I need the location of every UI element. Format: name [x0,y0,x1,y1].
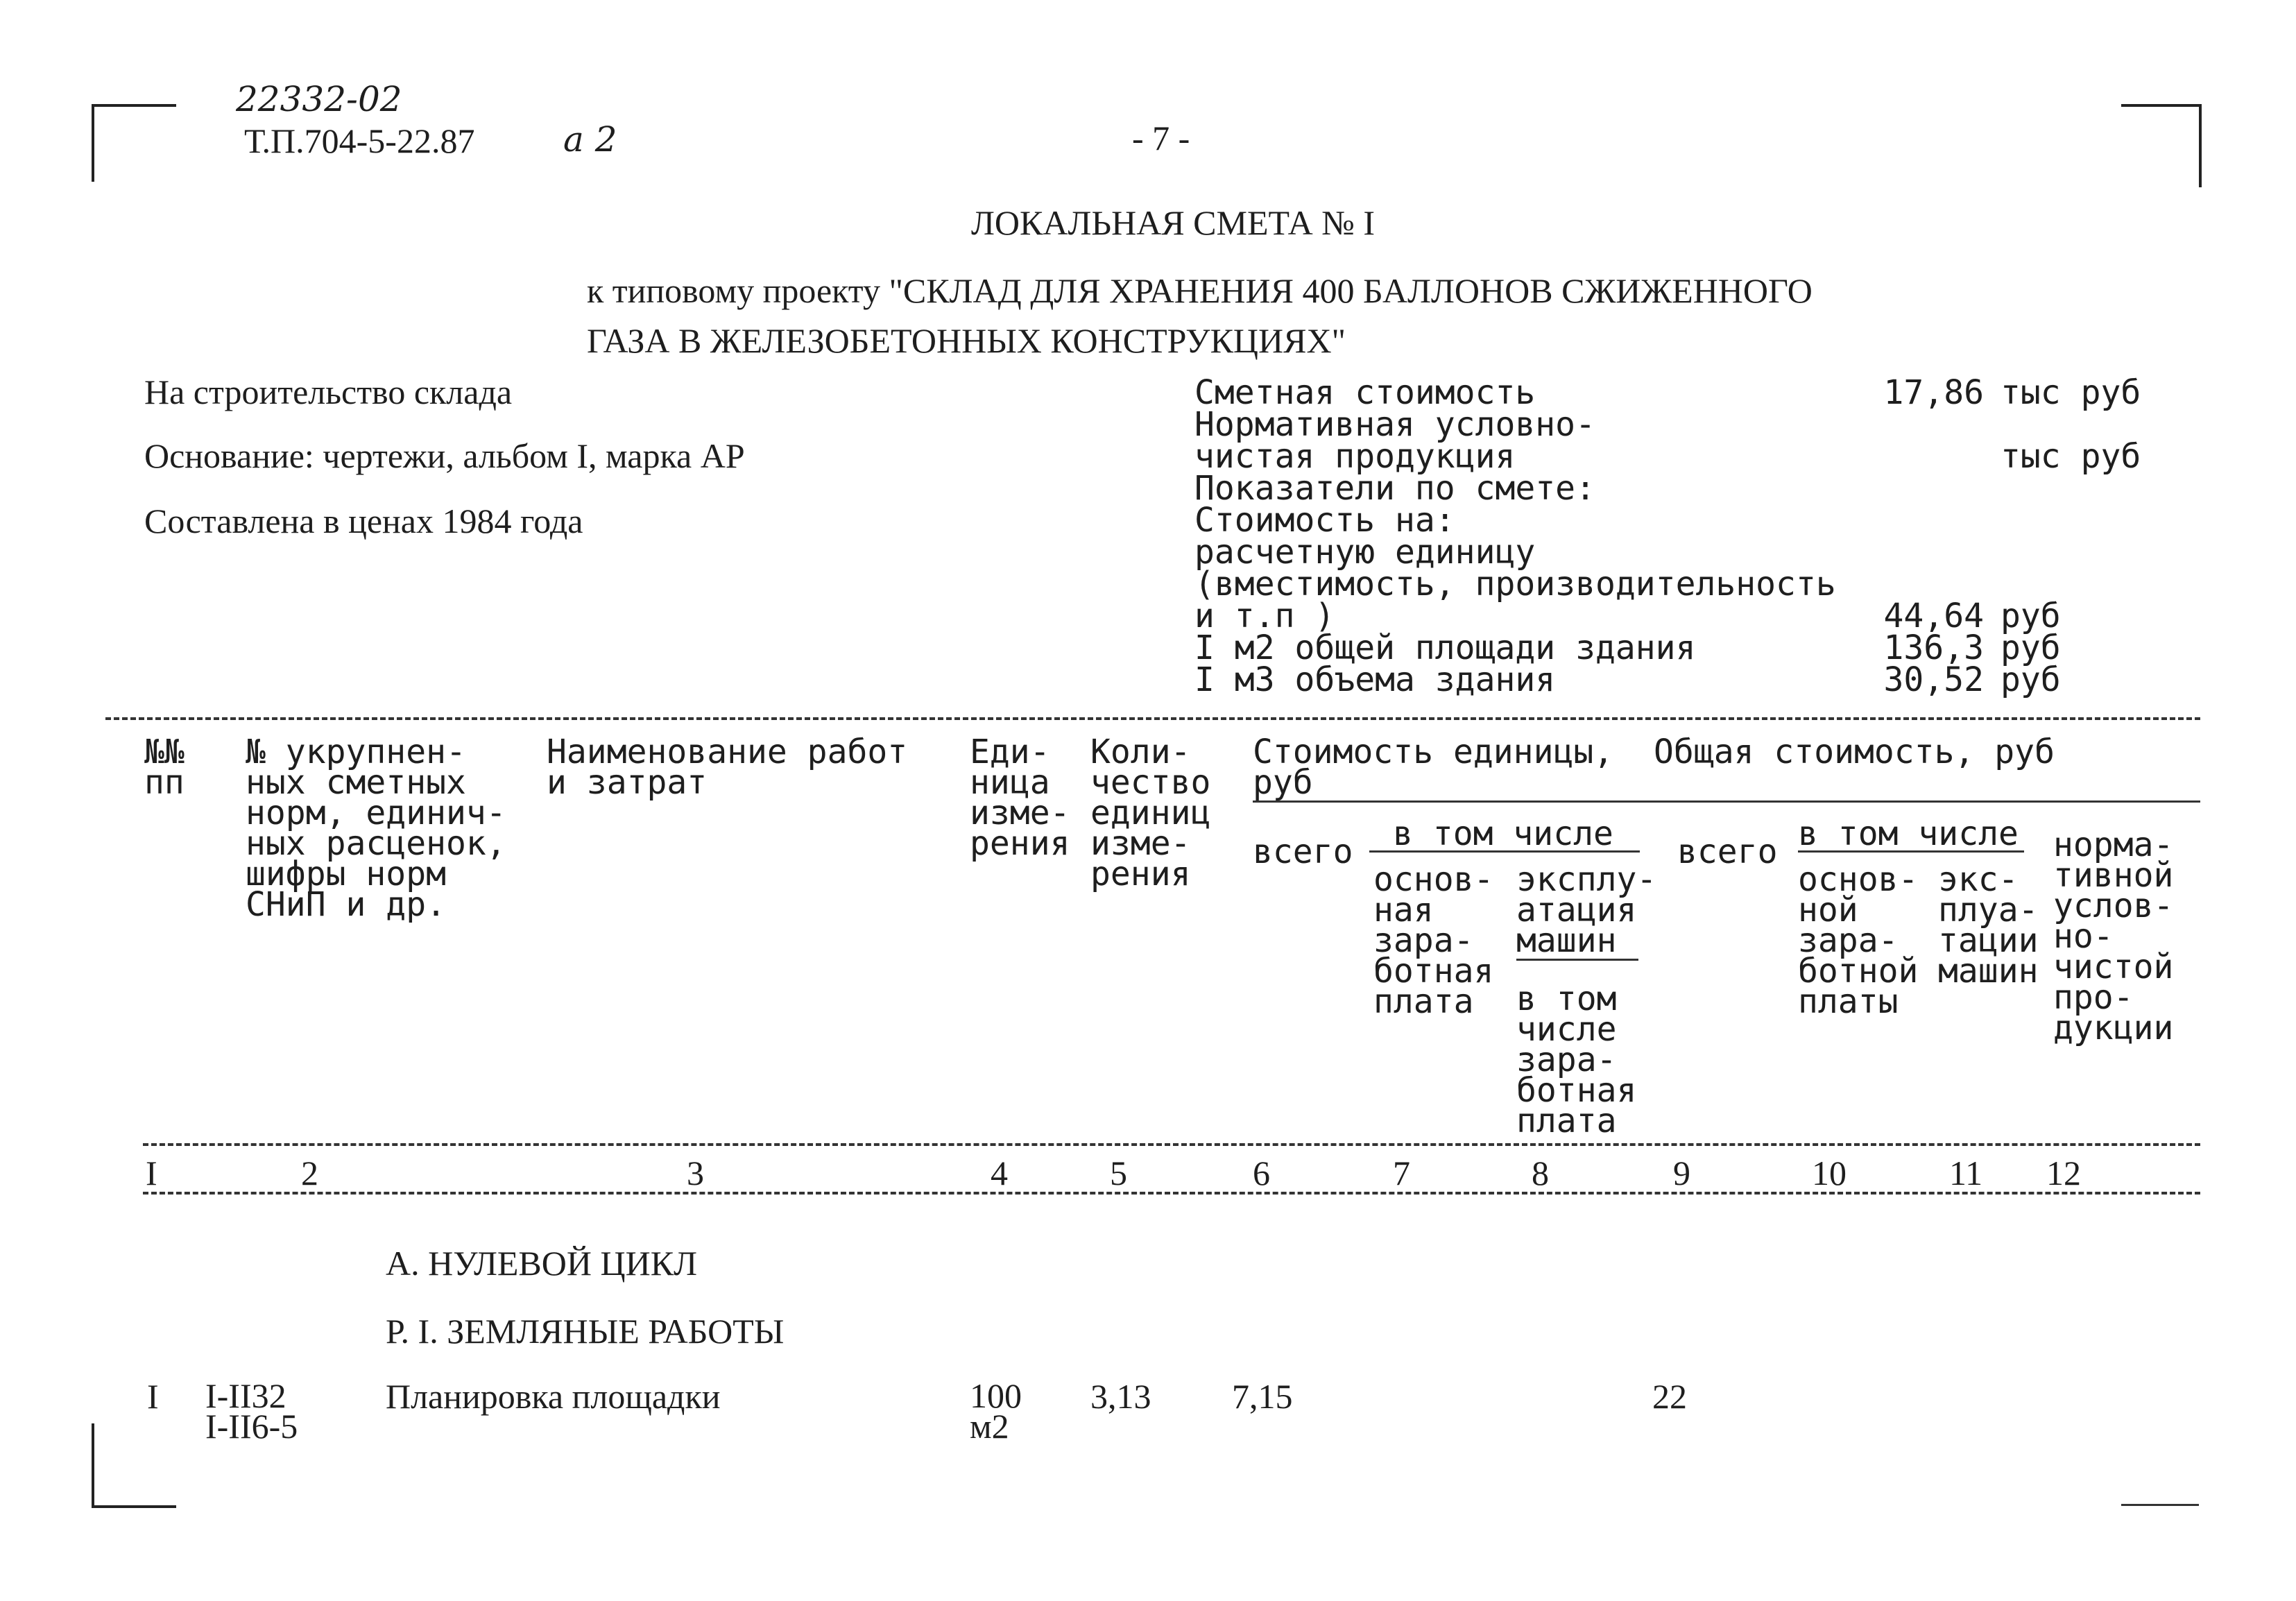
volume-value: 30,52 [1883,660,1984,699]
cost-on-label: Стоимость на: [1194,501,1455,540]
normative-label-1: Нормативная условно- [1194,405,1595,444]
area-unit: руб [2001,628,2061,667]
row-total: 22 [1652,1377,1687,1416]
column-number-10: 10 [1812,1154,1847,1192]
table-top-rule [105,717,2200,720]
unit-label-2: (вместимость, производительность [1194,565,1836,603]
row-unit-total: 7,15 [1232,1377,1293,1416]
column-number-5: 5 [1110,1154,1127,1192]
estimate-cost-unit: тыс руб [2001,373,2141,412]
document-title: ЛОКАЛЬНАЯ СМЕТА № I [971,203,1376,242]
handwritten-code: 22332-02 [236,79,402,119]
header-col-6: всего [1253,832,1353,871]
indicators-label: Показатели по смете: [1194,469,1595,508]
column-number-1: I [146,1154,157,1192]
row-number: I [147,1377,159,1416]
area-label: I м2 общей площади здания [1194,628,1696,667]
estimate-cost-value: 17,86 [1883,373,1984,412]
prices-year-label: Составлена в ценах 1984 года [144,502,583,540]
header-col-10: основ- ной зара- ботной платы [1798,860,1919,1021]
header-col-12: норма- тивной услов- но- чистой про- дукции [2053,825,2174,1047]
header-in-that-number-1: в том числе [1393,814,1613,853]
column-numbers-rule [143,1192,2200,1195]
header-col-7: основ- ная зара- ботная плата [1373,860,1494,1021]
volume-label: I м3 объема здания [1194,660,1556,699]
corner-mark-top-right [2121,104,2202,187]
header-col-8: эксплу- атация машин [1516,860,1657,960]
header-in-that-number-2-underline [1798,850,2024,853]
header-col-3: Наименование работ и затрат [547,733,908,802]
header-in-that-number-1-underline [1369,850,1640,853]
section-a-title: А. НУЛЕВОЙ ЦИКЛ [386,1244,697,1283]
volume-unit: руб [2001,660,2061,699]
column-number-8: 8 [1532,1154,1549,1192]
handwritten-suffix: а 2 [563,119,617,160]
corner-mark-top-left [92,104,176,182]
header-col-4: Еди- ница изме- рения [970,733,1070,863]
normative-unit: тыс руб [2001,437,2141,476]
column-number-2: 2 [301,1154,318,1192]
column-number-11: 11 [1949,1154,1983,1192]
unit-unit: руб [2001,597,2061,635]
column-number-9: 9 [1673,1154,1690,1192]
header-bottom-rule [143,1143,2200,1146]
corner-mark-bottom-left [92,1423,176,1508]
column-number-6: 6 [1253,1154,1270,1192]
area-value: 136,3 [1883,628,1984,667]
header-col-8-underline [1516,959,1638,961]
header-col-9: всего [1677,832,1778,871]
column-number-4: 4 [991,1154,1008,1192]
row-name: Планировка площадки [386,1377,721,1416]
section-r1-title: Р. I. ЗЕМЛЯНЫЕ РАБОТЫ [386,1312,785,1351]
unit-label-1: расчетную единицу [1194,533,1536,572]
header-unit-cost-group: Стоимость единицы, руб [1253,733,1614,802]
header-in-that-number-2: в том числе [1798,814,2019,853]
header-col-8-sub: в том числе зара- ботная плата [1516,979,1637,1140]
basis-label: Основание: чертежи, альбом I, марка АР [144,436,745,475]
document-subtitle-line-1: к типовому проекту "СКЛАД ДЛЯ ХРАНЕНИЯ 400 БАЛЛОНОВ СЖИЖЕННОГО [587,271,1813,310]
header-col-1: №№ пп [144,733,185,802]
column-number-3: 3 [687,1154,704,1192]
header-col-2: № укрупнен- ных сметных норм, единич- ных расценок, шифры норм СНиП и др. [246,733,506,924]
estimate-cost-label: Сметная стоимость [1194,373,1536,412]
column-number-7: 7 [1393,1154,1410,1192]
header-group-underline [1253,800,2200,803]
page-number: - 7 - [1132,119,1190,157]
corner-mark-bottom-right [2121,1504,2199,1506]
row-code: I-II32 I-II6-5 [205,1376,298,1446]
construction-label: На строительство склада [144,373,513,411]
unit-label-3: и т.п ) [1194,597,1335,635]
header-col-11: экс- плуа- тации машин [1938,860,2039,991]
document-subtitle-line-2: ГАЗА В ЖЕЛЕЗОБЕТОННЫХ КОНСТРУКЦИЯХ" [587,321,1346,360]
column-number-12: 12 [2046,1154,2081,1192]
project-code: Т.П.704-5-22.87 [244,121,475,160]
row-unit: 100 м2 [970,1376,1022,1446]
header-col-5: Коли- чество единиц изме- рения [1090,733,1211,893]
row-quantity: 3,13 [1090,1377,1151,1416]
normative-label-2: чистая продукция [1194,437,1516,476]
unit-value: 44,64 [1883,597,1984,635]
header-total-cost-group: Общая стоимость, руб [1654,733,2055,771]
